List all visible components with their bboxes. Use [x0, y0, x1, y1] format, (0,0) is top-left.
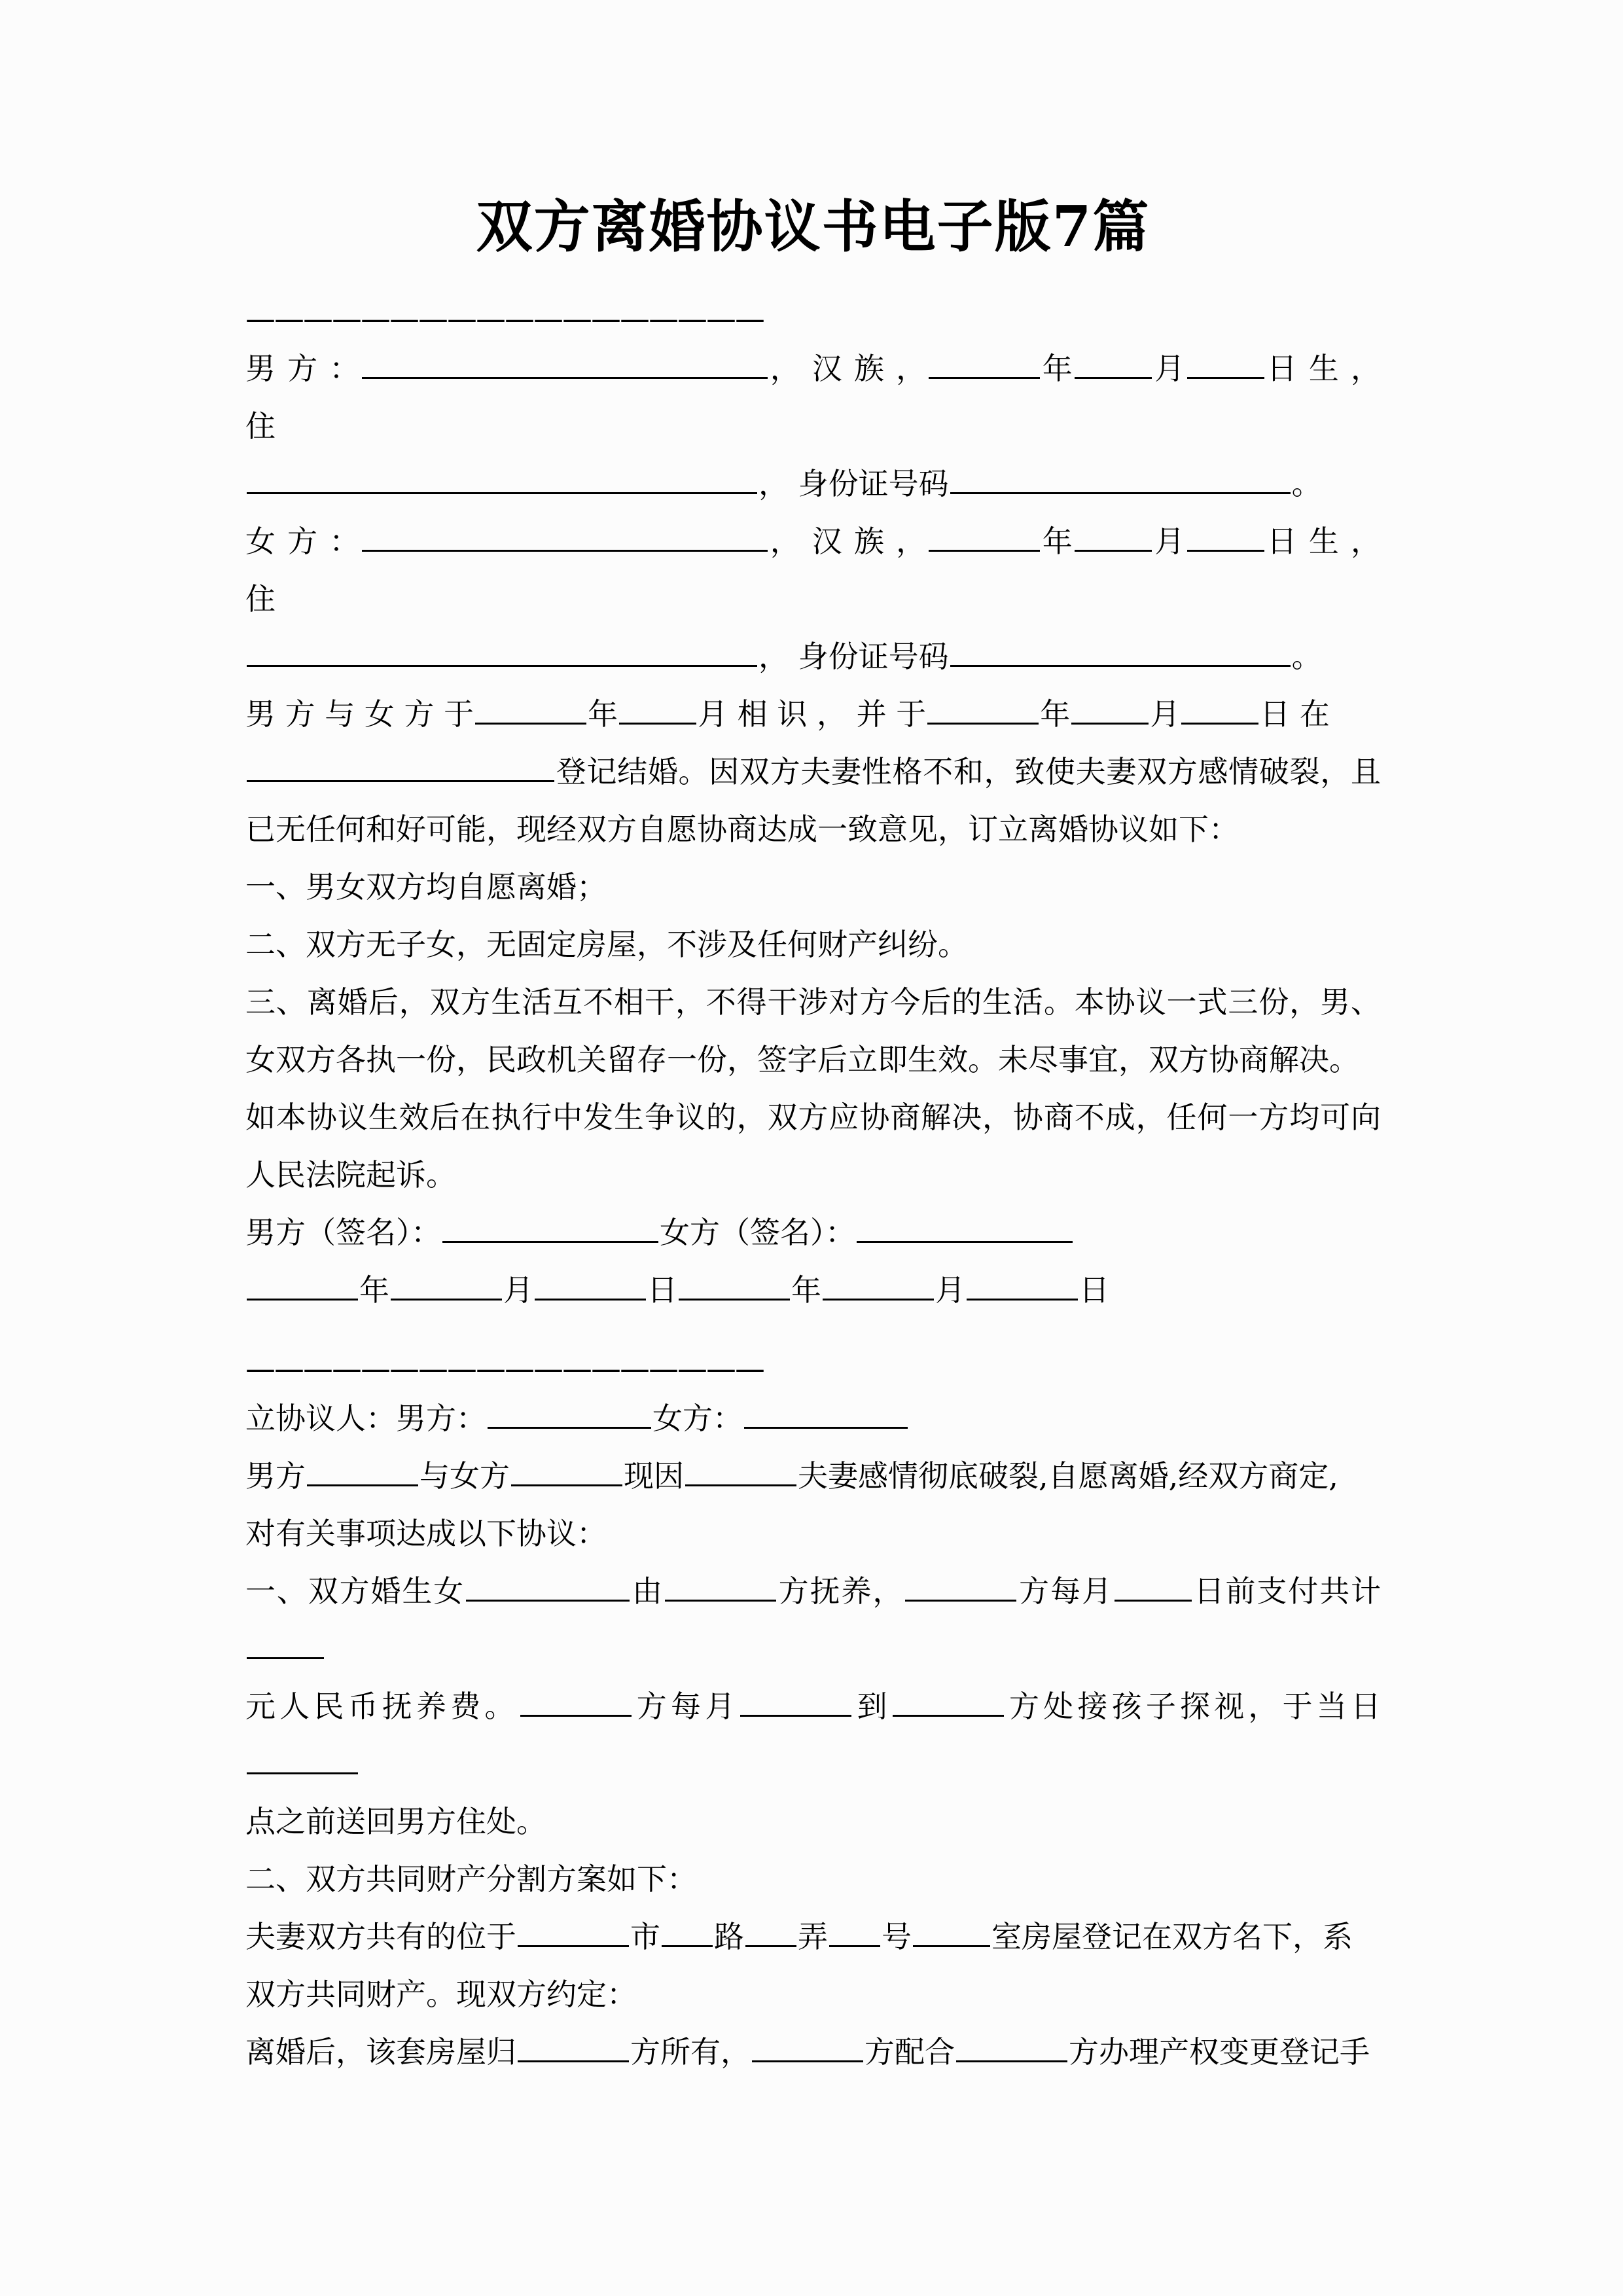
- female-address-label: 住: [245, 581, 276, 617]
- property-owner-blank[interactable]: [518, 2033, 629, 2062]
- marry-day-blank[interactable]: [1181, 695, 1258, 725]
- property-road-blank[interactable]: [662, 1918, 713, 1947]
- marry-place-blank[interactable]: [247, 753, 554, 782]
- custody-payday-blank[interactable]: [1115, 1572, 1192, 1602]
- document-content: [245, 0, 1381, 2081]
- property-lane-blank[interactable]: [745, 1918, 796, 1947]
- male-month-label: 月: [1153, 350, 1186, 386]
- property-after-b: 方所有，: [630, 2034, 751, 2070]
- male-name-blank[interactable]: [362, 350, 768, 379]
- female-date-month-label: 月: [935, 1272, 965, 1308]
- paragraph-dispute-resolution: 如本协议生效后在执行中发生争议的，双方应协商解决，协商不成，任何一方均可向人民法院起诉。: [245, 1099, 1381, 1193]
- visit-party-blank[interactable]: [520, 1687, 632, 1717]
- male-date-month-blank[interactable]: [391, 1271, 502, 1300]
- male-birth-day-blank[interactable]: [1187, 350, 1264, 379]
- property-transfer-blank[interactable]: [956, 2033, 1067, 2062]
- marry-month-label: 月: [1150, 696, 1181, 732]
- reason-cause-blank[interactable]: [685, 1457, 796, 1486]
- meet-month-blank[interactable]: [619, 695, 696, 725]
- page-title: 双方离婚协议书电子版7篇: [476, 194, 1150, 260]
- male-id-prefix: ， 身份证号码: [758, 465, 949, 501]
- reason-tail: 夫妻感情彻底破裂,自愿离婚,经双方商定,: [798, 1458, 1338, 1494]
- male-id-blank[interactable]: [950, 465, 1291, 494]
- paragraph-property-line2: 双方共同财产。现双方约定：: [245, 1976, 637, 2012]
- paragraph-female-id: [245, 628, 1381, 685]
- female-date-year-label: 年: [791, 1272, 821, 1308]
- clause-one: 一、男女双方均自愿离婚；: [245, 869, 607, 905]
- property-cooperate-blank[interactable]: [752, 2033, 863, 2062]
- male-party-label: 男 方 ：: [245, 350, 361, 386]
- visit-target-blank[interactable]: [893, 1687, 1004, 1717]
- reason-male-label: 男方: [245, 1458, 306, 1494]
- custody-f: 元人民币抚养费。: [245, 1688, 519, 1724]
- male-address-blank[interactable]: [247, 465, 757, 494]
- paragraph-property-location: [245, 1908, 1381, 1965]
- male-birth-month-blank[interactable]: [1075, 350, 1152, 379]
- visit-return-time-blank[interactable]: [247, 1745, 358, 1774]
- divider-middle: ——————————————————: [245, 1350, 764, 1386]
- custody-d: 方每月: [1018, 1573, 1113, 1609]
- female-birth-day-blank[interactable]: [1187, 522, 1264, 552]
- paragraph-reason-line2: 对有关事项达成以下协议：: [245, 1515, 607, 1551]
- clause-two: 二、双方无子女，无固定房屋，不涉及任何财产纠纷。: [245, 926, 968, 962]
- reason-male-blank[interactable]: [307, 1457, 418, 1486]
- custody-c: 方抚养，: [777, 1573, 904, 1609]
- male-birth-year-blank[interactable]: [929, 350, 1040, 379]
- female-month-label: 月: [1153, 523, 1186, 559]
- custody-b: 由: [631, 1573, 664, 1609]
- male-year-label: 年: [1041, 350, 1074, 386]
- property-number-label: 号: [882, 1918, 912, 1954]
- meet-month-label: 月 相 识 ， 并 于: [698, 696, 927, 732]
- male-date-month-label: 月: [503, 1272, 533, 1308]
- female-signature-label: 女方（签名）：: [660, 1214, 855, 1250]
- marry-month-blank[interactable]: [1071, 695, 1149, 725]
- property-city-blank[interactable]: [518, 1918, 629, 1947]
- paragraph-visitation-end: 点之前送回男方住处。: [245, 1803, 546, 1839]
- agreement-female-blank[interactable]: [744, 1399, 908, 1429]
- female-day-label: 日 生 ，: [1265, 523, 1382, 559]
- female-party-label: 女 方 ：: [245, 523, 361, 559]
- female-birth-month-blank[interactable]: [1075, 522, 1152, 552]
- property-after-a: 离婚后，该套房屋归: [245, 2034, 516, 2070]
- female-date-year-blank[interactable]: [679, 1271, 790, 1300]
- property-after-d: 方办理产权变更登记手: [1069, 2034, 1370, 2070]
- female-year-label: 年: [1041, 523, 1074, 559]
- male-date-year-blank[interactable]: [247, 1271, 358, 1300]
- male-ethnicity: ， 汉 族 ，: [769, 350, 927, 386]
- signature-line: [245, 1204, 1381, 1261]
- custody-party-blank[interactable]: [665, 1572, 776, 1602]
- paragraph-divorce-reason: [245, 1447, 1381, 1505]
- female-date-month-blank[interactable]: [823, 1271, 934, 1300]
- property-after-c: 方配合: [865, 2034, 955, 2070]
- paragraph-visitation: [245, 1677, 1381, 1793]
- paragraph-female-party: [245, 512, 1381, 628]
- property-room-label: 室房屋登记在双方名下，系: [991, 1918, 1353, 1954]
- marry-year-label: 年: [1040, 696, 1071, 732]
- marriage-registration-text: 登记结婚。因双方夫妻性格不和，致使夫妻双方感情破裂，且已无任何和好可能，现经双方自愿协商达成一致意见，订立离婚协议如下：: [245, 753, 1381, 847]
- agreement-parties-line: [245, 1390, 1381, 1447]
- female-id-prefix: ， 身份证号码: [758, 638, 949, 674]
- male-date-day-label: 日: [647, 1272, 677, 1308]
- date-line: [245, 1261, 1381, 1319]
- agreement-parties-prefix: 立协议人：男方：: [245, 1400, 486, 1436]
- meeting-prefix: 男 方 与 女 方 于: [245, 696, 474, 732]
- female-birth-year-blank[interactable]: [929, 522, 1040, 552]
- custody-amount-blank[interactable]: [247, 1630, 324, 1659]
- paragraph-marriage-registration: [245, 743, 1381, 858]
- paragraph-male-id: [245, 455, 1381, 512]
- divider-top: ——————————————————: [245, 300, 764, 336]
- reason-with-female: 与女方: [419, 1458, 510, 1494]
- marry-year-blank[interactable]: [927, 695, 1039, 725]
- female-id-period: 。: [1291, 638, 1322, 674]
- male-id-period: 。: [1291, 465, 1322, 501]
- property-heading: 二、双方共同财产分割方案如下：: [245, 1861, 697, 1897]
- custody-e: 日前支付共计: [1192, 1573, 1381, 1609]
- visit-date-blank[interactable]: [740, 1687, 851, 1717]
- female-signature-blank[interactable]: [857, 1213, 1073, 1243]
- property-road-label: 路: [714, 1918, 744, 1954]
- agreement-female-label: 女方：: [652, 1400, 743, 1436]
- female-name-blank[interactable]: [362, 522, 768, 552]
- paragraph-meeting-dates: [245, 685, 1381, 743]
- female-address-blank[interactable]: [247, 637, 757, 667]
- male-date-day-blank[interactable]: [535, 1271, 646, 1300]
- male-signature-blank[interactable]: [442, 1213, 658, 1243]
- property-city-label: 市: [630, 1918, 660, 1954]
- male-address-label: 住: [245, 408, 276, 444]
- custody-a: 一、双方婚生女: [245, 1573, 465, 1609]
- clause-three: 三、离婚后，双方生活互不相干，不得干涉对方今后的生活。本协议一式三份，男、女双方各执一份，民政机关留存一份，签字后立即生效。未尽事宜，双方协商解决。: [245, 984, 1381, 1077]
- custody-g: 方每月: [632, 1688, 740, 1724]
- custody-child-blank[interactable]: [466, 1572, 630, 1602]
- male-day-label: 日 生 ，: [1265, 350, 1382, 386]
- meet-year-label: 年: [588, 696, 618, 732]
- property-number-blank[interactable]: [829, 1918, 880, 1947]
- paragraph-male-party: [245, 340, 1381, 455]
- female-date-day-blank[interactable]: [967, 1271, 1078, 1300]
- paragraph-custody: [245, 1562, 1381, 1677]
- property-a: 夫妻双方共有的位于: [245, 1918, 516, 1954]
- meet-year-blank[interactable]: [475, 695, 586, 725]
- reason-now-because: 现因: [624, 1458, 684, 1494]
- property-lane-label: 弄: [798, 1918, 828, 1954]
- male-signature-label: 男方（签名）：: [245, 1214, 441, 1250]
- female-ethnicity: ， 汉 族 ，: [769, 523, 927, 559]
- reason-female-blank[interactable]: [511, 1457, 622, 1486]
- custody-i: 方处接孩子探视，于当日: [1005, 1688, 1382, 1724]
- paragraph-property-after-divorce: [245, 2023, 1381, 2081]
- marry-day-label: 日 在: [1260, 696, 1330, 732]
- custody-h: 到: [853, 1688, 891, 1724]
- male-date-year-label: 年: [359, 1272, 389, 1308]
- female-date-day-label: 日: [1079, 1272, 1109, 1308]
- custody-payer-blank[interactable]: [905, 1572, 1016, 1602]
- agreement-male-blank[interactable]: [488, 1399, 651, 1429]
- property-room-blank[interactable]: [913, 1918, 990, 1947]
- female-id-blank[interactable]: [950, 637, 1291, 667]
